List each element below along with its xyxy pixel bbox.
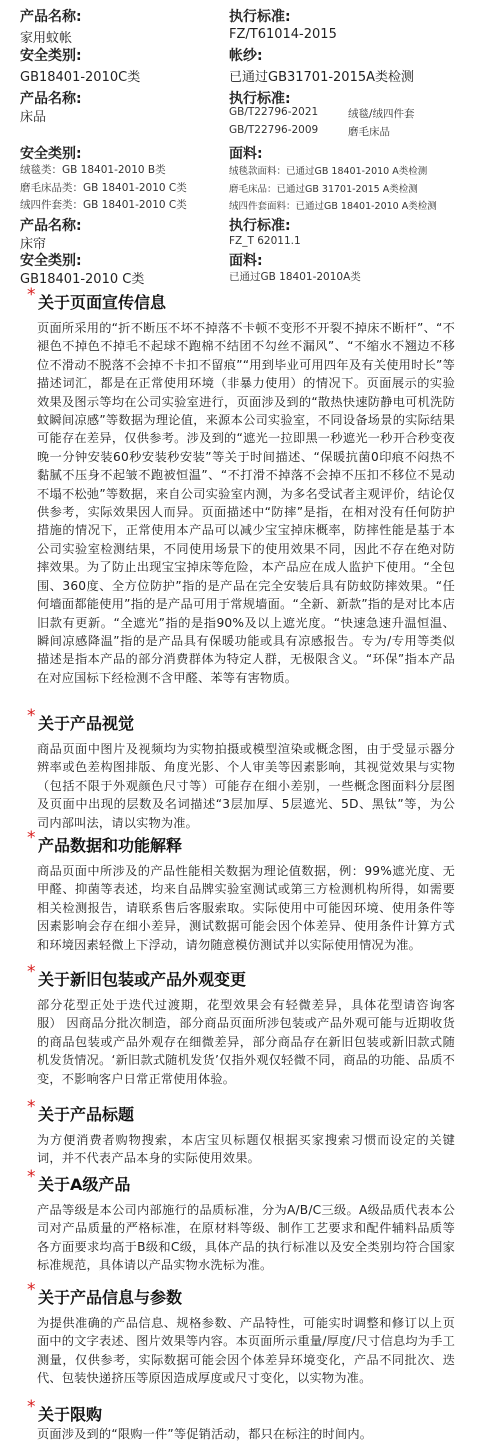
bedding-fabric-line-1: 绒毯款面料：已通过GB 18401-2010 A类检测: [229, 166, 428, 177]
section-title: 产品数据和功能解释: [38, 836, 183, 855]
asterisk-icon: *: [27, 1167, 36, 1187]
curtain-fabric-label: 面料:: [229, 253, 263, 269]
section-title: 关于产品信息与参数: [38, 1288, 183, 1307]
mosquito-net-yarn-label: 帐纱:: [229, 48, 263, 64]
mosquito-net-name-value: 家用蚊帐: [20, 31, 73, 46]
asterisk-icon: *: [27, 962, 36, 982]
mosquito-net-yarn-value: 已通过GB31701-2015A类检测: [229, 70, 415, 85]
mosquito-net-safety-value: GB18401-2010C类: [20, 70, 141, 85]
bedding-std-code-1: GB/T22796-2021: [229, 106, 319, 118]
section-title: 关于页面宣传信息: [38, 293, 167, 312]
section-title: 关于产品视觉: [38, 714, 135, 733]
section-body: 商品页面中图片及视频均为实物拍摄或模型渲染或概念图，由于受显示器分辨率或色差构图排版、角度光影、个人审美等因素影响，其视觉效果与实物（包括不限于外观颜色尺寸等）可能存在细小差别，一些概念图面料分层图及页面中出现的层数及名词描述“3层加厚、5层遮光、5D、黑钛”等，为公司内部叫法，请以实物为准。: [37, 742, 455, 830]
section-title: 关于限购: [38, 1405, 103, 1424]
mosquito-net-std-value: FZ/T61014-2015: [229, 27, 337, 42]
mosquito-net-std-label: 执行标准:: [229, 9, 291, 25]
section-body: 页面所采用的“折不断压不坏不掉落不卡顿不变形不开裂不掉床不断杆”、“不褪色不掉色不掉毛不起球不跑棉不结团不勾丝不漏风”、“不缩水不翘边不移位不滑动不脱落不会掉不卡扣不留痕”“用到毕业可用四年及有关使用时长”等描述词汇，都是在正常使用环境（非暴力使用）的情况下。页面展示的实验效果及图示等均在公司实验室进行，页面涉及到的“散热快速防静电可机洗防蚊瞬间凉感”等数据为理论值，来源本公司实验室，不同设备场景的实际结果可能存在差异，仅供参考。涉及到的“遮光一拉即黑一秒遮光一秒开合秒变夜晚一分钟安装60秒安装秒安装”等关于时间描述、“保暖抗菌0印痕不闷热不黏腻不压身不起皱不跑被恒温”、“不打滑不掉落不会掉不压扣不移位不晃动不塌不松弛”等数据，来自公司实验室内测，为多名受试者主观评价，结论仅供参考，实际效果因人而异。页面描述中“防摔”是指，在相对没有任何防护措施的情况下，正常使用本产品可以减少宝宝掉床概率，防摔性能是基于本公司实验室检测结果，不同使用场景下的使用效果不同，因此不存在绝对防摔效果。为了防止出现宝宝掉床等危险，本产品应在成人监护下使用。“全包围、360度、全方位防护”指的是产品在完全安装后具有防蚊防摔效果。“任何墙面都能使用”指的是产品可用于常规墙面。“全新、新款”指的是对比本店旧款有更新。“全遮光”指的是指90%及以上遮光度。“快速急速升温恒温、瞬间凉感降温”指的是产品具有保暖功能或具有凉感报告。专为/专用等类似描述是指本产品的部分消费群体为特定人群，无极限含义。“环保”指本产品在对应国标下经检测不含甲醛、苯等有害物质。: [37, 321, 455, 685]
curtain-fabric-value: 已通过GB 18401-2010A类: [229, 271, 361, 283]
bedding-std-label: 执行标准:: [229, 91, 291, 107]
asterisk-icon: *: [27, 285, 36, 305]
bedding-name-value: 床品: [20, 110, 47, 125]
curtain-std-label: 执行标准:: [229, 218, 291, 234]
notice-section-grade-a: [0, 1167, 480, 1275]
curtain-safety-value: GB18401-2010 C类: [20, 272, 145, 287]
section-title: 关于新旧包装或产品外观变更: [38, 970, 247, 989]
notice-section-params: [0, 1280, 480, 1393]
section-body: 为提供准确的产品信息、规格参数、产品特性，可能实时调整和修订以上页面中的文字表述、图片效果等内容。本页面所示重量/厚度/尺寸信息均为手工测量，仅供参考，实际数据可能会因个体差异环境变化，产品不同批次、迭代、包装快递挤压等原因造成厚度或尺寸变化，以实物为准。: [37, 1316, 455, 1386]
asterisk-icon: *: [27, 706, 36, 726]
curtain-name-label: 产品名称:: [20, 218, 82, 234]
section-body: 为方便消费者购物搜索，本店宝贝标题仅根据买家搜索习惯而设定的关键词，并不代表产品本身的实际使用效果。: [37, 1133, 455, 1166]
bedding-fabric-line-2: 磨毛床品：已通过GB 31701-2015 A类检测: [229, 184, 418, 195]
notice-section-title: [0, 1097, 480, 1166]
notice-section-visual: [0, 706, 480, 844]
notice-section-promotion: [0, 285, 480, 688]
spec-table: [0, 0, 480, 290]
bedding-std-note-1: 绒毯/绒四件套: [348, 108, 415, 120]
bedding-safety-line-2: 磨毛床品类：GB 18401-2010 C类: [20, 182, 187, 194]
bedding-safety-line-3: 绒四件套类：GB 18401-2010 C类: [20, 199, 187, 211]
bedding-safety-line-1: 绒毯类：GB 18401-2010 B类: [20, 164, 166, 176]
bedding-name-label: 产品名称:: [20, 91, 82, 107]
section-body: 产品等级是本公司内部施行的品质标准，分为A/B/C三级。A级品质代表本公司对产品质量的严格标准，在原材料等级、制作工艺要求和配件辅料品质等各方面要求均高于B级和C级，具体产品的执行标准以及安全类别均符合国家标准规范，具体请以产品实物水洗标为准。: [37, 1203, 455, 1273]
section-body: 部分花型正处于迭代过渡期，花型效果会有轻微差异，具体花型请咨询客服） 因商品分批次制造，部分商品页面所涉包装或产品外观可能与近期收货的商品包装或产品外观存在细微差异，部分商品存在新旧包装或新旧款式随机发货情况。‘新旧款式随机发货’仅指外观仅轻微不同，商品的功能、品质不变，不影响客户日常正常使用体验。: [37, 998, 455, 1086]
asterisk-icon: *: [27, 828, 36, 848]
section-title: 关于A级产品: [38, 1175, 131, 1194]
bedding-fabric-line-3: 绒四件套面料：已通过GB 18401-2010 A类检测: [229, 201, 437, 212]
curtain-name-value: 床帘: [20, 237, 47, 252]
bedding-fabric-label: 面料:: [229, 146, 263, 162]
curtain-safety-label: 安全类别:: [20, 253, 82, 269]
mosquito-net-name-label: 产品名称:: [20, 9, 82, 25]
section-title: 关于产品标题: [38, 1105, 135, 1124]
mosquito-net-safety-label: 安全类别:: [20, 48, 82, 64]
notice-section-data: [0, 828, 480, 966]
section-body: 商品页面中所涉及的产品性能相关数据为理论值数据，例：99%遮光度、无甲醛、抑菌等表述，均来自品牌实验室测试或第三方检测机构所得，如需要相关检测报告，请联系售后客服索取。实际使用中可能因环境、使用条件等因素影响会存在细小差异，测试数据可能会因个体差异、使用条件计算方式和环境因素轻微上下浮动，请勿随意模仿测试并以实际使用情况为准。: [37, 864, 455, 952]
notice-section-purchase-limit: [0, 1397, 480, 1449]
bedding-safety-label: 安全类别:: [20, 146, 82, 162]
section-body: 页面涉及到的“限购一件”等促销活动，都只在标注的时间内。: [37, 1427, 373, 1441]
bedding-std-code-2: GB/T22796-2009: [229, 124, 319, 136]
asterisk-icon: *: [27, 1397, 36, 1417]
asterisk-icon: *: [27, 1097, 36, 1117]
bedding-std-note-2: 磨毛床品: [348, 126, 390, 138]
curtain-std-value: FZ_T 62011.1: [229, 235, 301, 247]
asterisk-icon: *: [27, 1280, 36, 1300]
notice-section-packaging: [0, 962, 480, 1090]
